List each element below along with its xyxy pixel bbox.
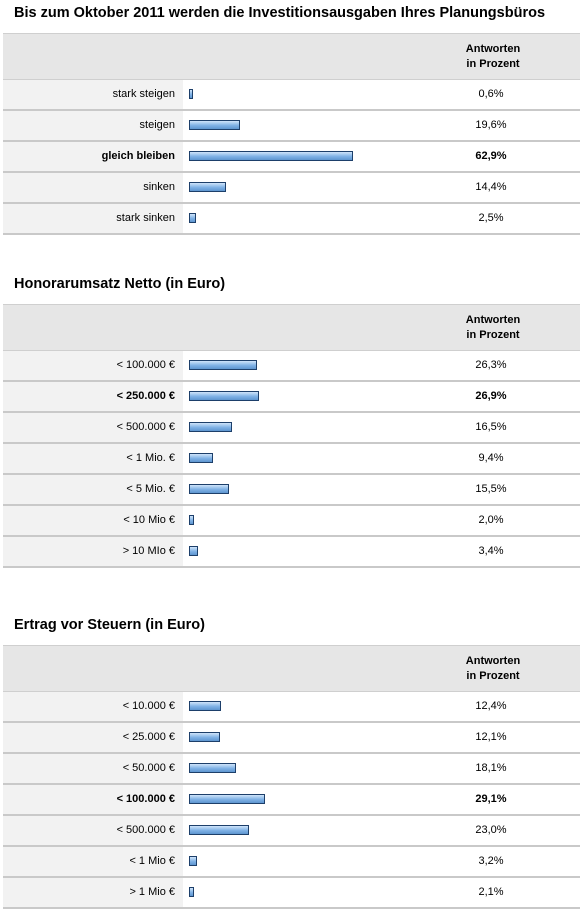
table-header bbox=[3, 33, 580, 80]
category-label: < 1 Mio € bbox=[129, 855, 175, 867]
bar bbox=[189, 360, 257, 370]
table-row bbox=[3, 80, 580, 111]
chart-title: Ertrag vor Steuern (in Euro) bbox=[14, 617, 205, 633]
value-label: 29,1% bbox=[475, 793, 507, 805]
value-label: 26,9% bbox=[475, 390, 507, 402]
bar bbox=[189, 422, 232, 432]
bar bbox=[189, 763, 236, 773]
category-label: < 5 Mio. € bbox=[126, 483, 175, 495]
category-label: < 1 Mio. € bbox=[126, 452, 175, 464]
table-row bbox=[3, 692, 580, 723]
table-row bbox=[3, 173, 580, 204]
table-header bbox=[3, 645, 580, 692]
table-row bbox=[3, 444, 580, 475]
value-label: 9,4% bbox=[478, 452, 504, 464]
bar bbox=[189, 391, 259, 401]
value-label: 3,4% bbox=[478, 545, 504, 557]
bar bbox=[189, 151, 353, 161]
bar bbox=[189, 732, 220, 742]
bar bbox=[189, 515, 194, 525]
value-label: 18,1% bbox=[475, 762, 507, 774]
column-header-line: Antworten bbox=[465, 314, 521, 326]
bar bbox=[189, 546, 198, 556]
table-row bbox=[3, 506, 580, 537]
category-label: < 500.000 € bbox=[116, 421, 175, 433]
table-row bbox=[3, 878, 580, 909]
column-header-line: Antworten bbox=[465, 655, 521, 667]
value-label: 62,9% bbox=[475, 150, 507, 162]
value-label: 2,0% bbox=[478, 514, 504, 526]
table-row bbox=[3, 723, 580, 754]
category-label: < 10.000 € bbox=[122, 700, 175, 712]
category-label: < 500.000 € bbox=[116, 824, 175, 836]
table-row bbox=[3, 204, 580, 235]
bar bbox=[189, 89, 193, 99]
value-label: 19,6% bbox=[475, 119, 507, 131]
bar bbox=[189, 213, 196, 223]
value-label: 14,4% bbox=[475, 181, 507, 193]
bar bbox=[189, 701, 221, 711]
table-row bbox=[3, 351, 580, 382]
column-header-line: in Prozent bbox=[466, 670, 520, 682]
category-label: < 50.000 € bbox=[122, 762, 175, 774]
category-label: steigen bbox=[139, 119, 175, 131]
category-label: < 25.000 € bbox=[122, 731, 175, 743]
category-label: sinken bbox=[143, 181, 175, 193]
table-row bbox=[3, 754, 580, 785]
bar bbox=[189, 856, 197, 866]
column-header bbox=[443, 42, 543, 72]
bar bbox=[189, 182, 226, 192]
category-label: > 1 Mio € bbox=[129, 886, 175, 898]
table-row bbox=[3, 537, 580, 568]
category-label: gleich bleiben bbox=[101, 150, 175, 162]
category-label: < 10 Mio € bbox=[123, 514, 175, 526]
bar bbox=[189, 825, 249, 835]
bar bbox=[189, 794, 265, 804]
category-label: < 100.000 € bbox=[116, 359, 175, 371]
column-header bbox=[443, 654, 543, 684]
value-label: 12,1% bbox=[475, 731, 507, 743]
category-label: stark sinken bbox=[116, 212, 175, 224]
chart-title: Bis zum Oktober 2011 werden die Investitionsausgaben Ihres Planungsbüros bbox=[14, 5, 546, 21]
value-label: 0,6% bbox=[478, 88, 504, 100]
table-row bbox=[3, 816, 580, 847]
bar bbox=[189, 120, 240, 130]
category-label: > 10 MIo € bbox=[122, 545, 175, 557]
category-label: < 250.000 € bbox=[116, 390, 175, 402]
value-label: 15,5% bbox=[475, 483, 507, 495]
bar bbox=[189, 484, 229, 494]
table-row bbox=[3, 111, 580, 142]
table-row bbox=[3, 785, 580, 816]
table-header bbox=[3, 304, 580, 351]
category-label: stark steigen bbox=[112, 88, 175, 100]
value-label: 12,4% bbox=[475, 700, 507, 712]
table-row bbox=[3, 475, 580, 506]
column-header-line: Antworten bbox=[465, 43, 521, 55]
column-header-line: in Prozent bbox=[466, 58, 520, 70]
results-table bbox=[3, 304, 580, 568]
results-table bbox=[3, 645, 580, 909]
results-table bbox=[3, 33, 580, 235]
value-label: 26,3% bbox=[475, 359, 507, 371]
table-row bbox=[3, 413, 580, 444]
chart-title: Honorarumsatz Netto (in Euro) bbox=[14, 276, 226, 292]
value-label: 23,0% bbox=[475, 824, 507, 836]
value-label: 2,5% bbox=[478, 212, 504, 224]
table-row bbox=[3, 847, 580, 878]
category-label: < 100.000 € bbox=[116, 793, 175, 805]
value-label: 16,5% bbox=[475, 421, 507, 433]
bar bbox=[189, 887, 194, 897]
column-header bbox=[443, 313, 543, 343]
value-label: 2,1% bbox=[478, 886, 504, 898]
table-row bbox=[3, 142, 580, 173]
table-row bbox=[3, 382, 580, 413]
value-label: 3,2% bbox=[478, 855, 504, 867]
column-header-line: in Prozent bbox=[466, 329, 520, 341]
bar bbox=[189, 453, 213, 463]
